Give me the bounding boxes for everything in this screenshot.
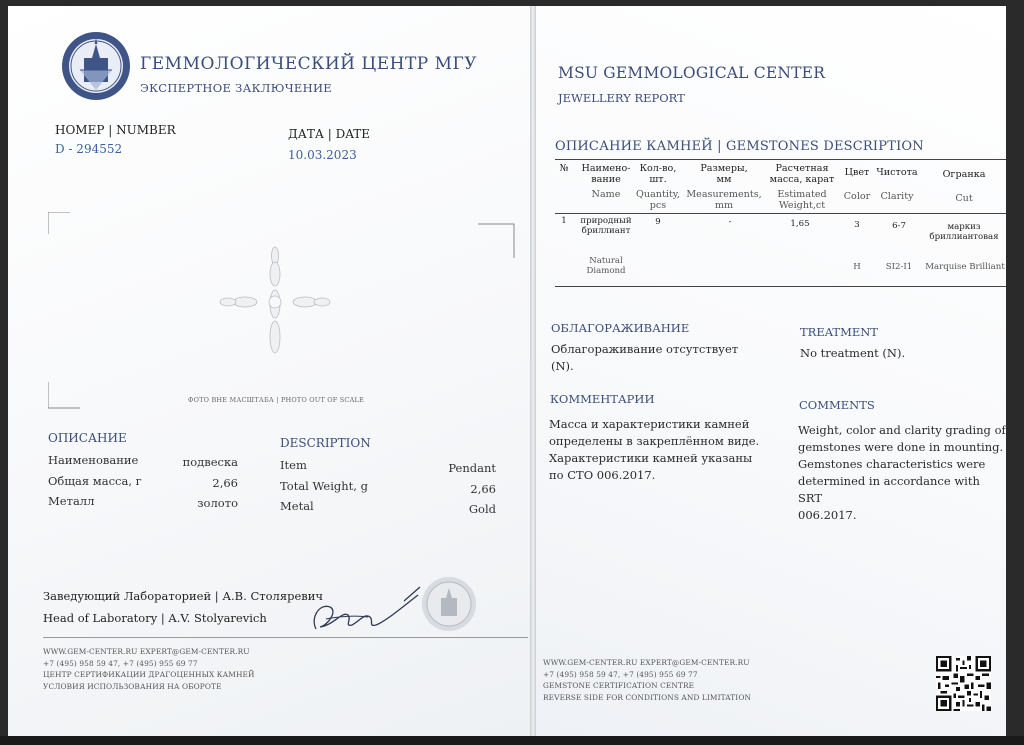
td-color-en: H <box>853 262 861 272</box>
th-no: № <box>559 163 569 174</box>
hologram-seal-icon <box>421 576 477 632</box>
td-qty: 9 <box>655 217 661 227</box>
cross-pendant-icon <box>220 247 330 353</box>
left-footer-web: WWW.GEM-CENTER.RU EXPERT@GEM-CENTER.RU <box>43 647 250 656</box>
right-page <box>536 6 1006 736</box>
desc-ru-label-item: Наименование <box>48 453 139 467</box>
desc-ru-value-item: подвеска <box>182 455 238 469</box>
desc-en-value-metal: Gold <box>468 502 496 516</box>
desc-en-label-item: Item <box>280 458 307 472</box>
org-name-en: MSU GEMMOLOGICAL CENTER <box>558 64 826 82</box>
number-value: D - 294552 <box>55 142 123 156</box>
desc-en-label-weight: Total Weight, g <box>280 479 368 493</box>
td-no: 1 <box>561 216 567 226</box>
th-color-en: Color <box>843 191 871 202</box>
th-clarity-en: Clarity <box>880 191 914 202</box>
td-cut-en: Marquise Brilliant <box>925 262 1005 272</box>
treatment-ru-text: Облагораживание отсутствует (N). <box>551 342 739 373</box>
footer-divider <box>43 637 528 638</box>
desc-en-value-weight: 2,66 <box>470 482 496 496</box>
td-clarity-en: SI2-I1 <box>885 262 913 272</box>
table-bottom-line <box>555 286 1006 287</box>
right-footer-web: WWW.GEM-CENTER.RU EXPERT@GEM-CENTER.RU <box>543 658 750 667</box>
td-name-ru: природный бриллиант <box>580 216 632 236</box>
date-label: ДАТА | DATE <box>288 127 371 141</box>
description-ru-title: ОПИСАНИЕ <box>48 431 127 445</box>
th-size-ru: Размеры, мм <box>700 163 748 185</box>
th-cut-en: Cut <box>955 193 973 204</box>
th-weight-ru: Расчетная масса, карат <box>769 163 835 185</box>
right-footer-terms: REVERSE SIDE FOR CONDITIONS AND LIMITATION <box>543 692 752 702</box>
pendant-photo <box>48 212 518 412</box>
photo-caption: ФОТО ВНЕ МАСШТАБА | PHOTO OUT OF SCALE <box>188 396 364 404</box>
th-cut-ru: Огранка <box>942 169 986 180</box>
scan-bottom-edge <box>0 736 1024 745</box>
treatment-en-text: No treatment (N). <box>800 346 906 360</box>
comments-ru-title: КОММЕНТАРИИ <box>550 392 655 406</box>
msu-logo-icon <box>60 30 132 102</box>
table-header-line <box>555 213 1006 214</box>
org-name-ru: ГЕММОЛОГИЧЕСКИЙ ЦЕНТР МГУ <box>140 54 478 74</box>
right-footer-centre: GEMSTONE CERTIFICATION CENTRE <box>543 681 695 690</box>
th-qty-ru: Кол-во, шт. <box>639 163 677 185</box>
th-size-en: Measurements, mm <box>686 189 762 211</box>
comments-en-text: Weight, color and clarity grading of gemstones were done in mounting. Gemstones characteristics were determined in accordance with SRT 006.2017. <box>798 423 1006 522</box>
signature-icon <box>308 581 428 636</box>
doc-type-en: JEWELLERY REPORT <box>558 91 685 105</box>
right-footer <box>543 657 751 703</box>
left-footer-phone: +7 (495) 958 59 47, +7 (495) 955 69 77 <box>43 658 198 668</box>
desc-ru-value-metal: золото <box>197 496 238 510</box>
table-top-line <box>555 159 1006 160</box>
th-qty-en: Quantity, pcs <box>636 189 680 211</box>
td-clarity-ru: 6-7 <box>892 221 906 231</box>
left-page <box>8 6 530 736</box>
td-color-ru: 3 <box>854 220 860 230</box>
desc-en-label-metal: Metal <box>280 499 314 513</box>
desc-en-value-item: Pendant <box>448 461 496 475</box>
td-size: - <box>728 217 732 227</box>
right-footer-phone: +7 (495) 958 59 47, +7 (495) 955 69 77 <box>543 669 698 679</box>
th-clarity-ru: Чистота <box>876 167 918 178</box>
head-of-lab-ru: Заведующий Лабораторией | А.В. Столяревич <box>43 589 324 603</box>
td-name-en: Natural Diamond <box>586 256 626 276</box>
qr-code-icon <box>936 656 991 711</box>
left-footer-centre: ЦЕНТР СЕРТИФИКАЦИИ ДРАГОЦЕННЫХ КАМНЕЙ <box>43 670 255 679</box>
description-en-title: DESCRIPTION <box>280 436 371 450</box>
comments-en-title: COMMENTS <box>799 398 875 412</box>
comments-ru-text: Масса и характеристики камней определены в закреплённом виде. Характеристики камней указаны по СТО 006.2017. <box>549 417 760 482</box>
td-weight: 1,65 <box>790 219 810 229</box>
desc-ru-value-weight: 2,66 <box>212 476 238 490</box>
treatment-en-title: TREATMENT <box>800 325 878 339</box>
gemstones-title: ОПИСАНИЕ КАМНЕЙ | GEMSTONES DESCRIPTION <box>555 139 924 154</box>
th-name-ru: Наимено- вание <box>581 163 631 185</box>
doc-type-ru: ЭКСПЕРТНОЕ ЗАКЛЮЧЕНИЕ <box>140 81 332 95</box>
treatment-ru-title: ОБЛАГОРАЖИВАНИЕ <box>551 321 690 335</box>
left-footer-terms: УСЛОВИЯ ИСПОЛЬЗОВАНИЯ НА ОБОРОТЕ <box>43 681 222 691</box>
th-weight-en: Estimated Weight,ct <box>777 189 827 211</box>
desc-ru-label-metal: Металл <box>48 494 95 508</box>
left-footer <box>43 646 255 692</box>
th-color-ru: Цвет <box>844 167 870 178</box>
number-label: НОМЕР | NUMBER <box>55 123 176 137</box>
desc-ru-label-weight: Общая масса, г <box>48 474 142 488</box>
date-value: 10.03.2023 <box>288 148 357 162</box>
head-of-lab-en: Head of Laboratory | A.V. Stolyarevich <box>43 611 267 625</box>
th-name-en: Name <box>591 189 621 200</box>
td-cut-ru: маркиз бриллиантовая <box>929 222 999 242</box>
